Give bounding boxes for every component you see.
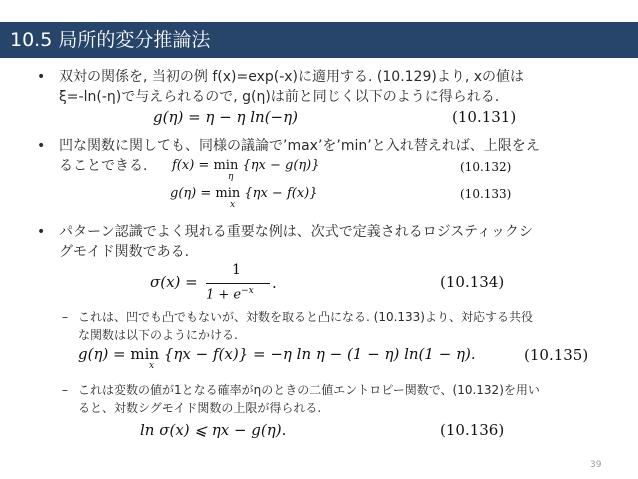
equation-10-135: g(η) = min {ηx − f(x)} = −η ln η − (1 − η) ln(1 − η). x: [78, 345, 476, 371]
equation-10-134: σ(x) = 1 $1 + e^{-x}$ .: [150, 262, 280, 308]
equation-number: (10.135): [524, 346, 589, 364]
sub-bullet-line: ると、対数シグモイド関数の上限が得られる.: [78, 401, 322, 415]
sub-bullet-line: これは、凹でも凸でもないが、対数を取ると凸になる. (10.133)より、対応する共役: [78, 310, 533, 324]
sub-bullet-line: な関数は以下のようにかける.: [78, 328, 238, 342]
sub-bullet-marker: –: [62, 310, 68, 324]
bullet-marker: •: [37, 69, 46, 85]
bullet-line: パターン認識でよく現れる重要な例は、次式で定義されるロジスティックシ: [59, 224, 533, 240]
bullet-line: ることできる.: [59, 158, 148, 174]
bullet-marker: •: [37, 224, 46, 240]
sub-bullet-line: これは変数の値が1となる確率がηのときの二値エントロピー関数で、(10.132)を用い: [78, 383, 540, 397]
bullet-line: 凹な関数に関しても、同様の議論で’max’を’min’と入れ替えれば、上限をえ: [59, 138, 540, 154]
bullet-line: ξ=-ln(-η)で与えられるので, g(η)は前と同じく以下のように得られる.: [59, 89, 500, 105]
equation-10-132: f(x) = min {ηx − g(η)} η: [172, 158, 320, 182]
equation-number: (10.132): [460, 160, 512, 174]
slide-title: 10.5 局所的変分推論法: [10, 29, 211, 51]
bullet-line: 双対の関係を, 当初の例 f(x)=exp(-x)に適用する. (10.129)より, xの値は: [59, 69, 525, 85]
equation-number: (10.133): [460, 187, 512, 201]
bullet-line: グモイド関数である.: [59, 244, 190, 260]
equation-10-136: ln σ(x) ⩽ ηx − g(η).: [140, 421, 287, 439]
bullet-marker: •: [37, 138, 46, 154]
equation-number: (10.131): [452, 108, 517, 126]
sub-bullet-marker: –: [62, 383, 68, 397]
title-bar: [0, 22, 638, 58]
page-number: 39: [590, 460, 602, 470]
equation-number: (10.134): [440, 273, 505, 291]
equation-number: (10.136): [440, 421, 505, 439]
equation-10-133: g(η) = min {ηx − f(x)} x: [170, 186, 318, 210]
equation-10-131: g(η) = η − η ln(−η): [153, 108, 298, 126]
